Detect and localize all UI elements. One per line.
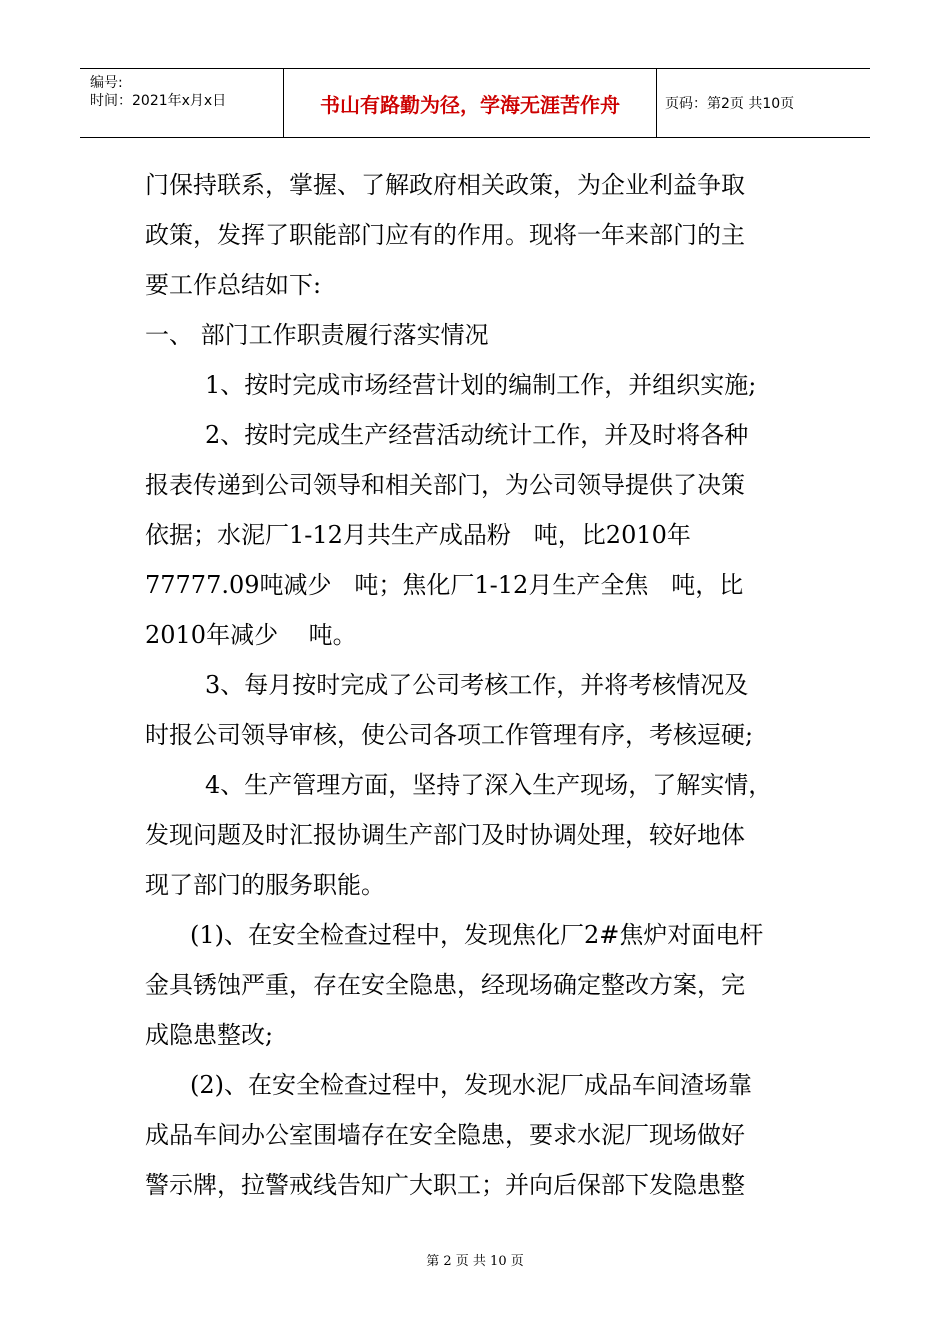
body-line: (1)、在安全检查过程中，发现焦化厂2#焦炉对面电杆 (190, 921, 764, 949)
body-line: 成品车间办公室围墙存在安全隐患，要求水泥厂现场做好 (145, 1121, 745, 1149)
body-line: 警示牌，拉警戒线告知广大职工；并向后保部下发隐患整 (145, 1171, 745, 1199)
page-footer: 第 2 页 共 10 页 (426, 1254, 524, 1269)
body-line: 77777.09吨减少 吨；焦化厂1-12月生产全焦 吨，比 (145, 571, 744, 599)
body-line: 4、生产管理方面，坚持了深入生产现场，了解实情， (205, 771, 773, 799)
body-line: 2、按时完成生产经营活动统计工作，并及时将各种 (205, 421, 749, 449)
document-number-label: 编号: (90, 75, 123, 91)
header-page-number: 页码：第2页 共10页 (665, 96, 795, 112)
body-line: 要工作总结如下: (145, 271, 322, 299)
body-line: 2010年减少 吨。 (145, 621, 357, 649)
document-header (80, 68, 870, 138)
body-line: 时报公司领导审核，使公司各项工作管理有序，考核逗硬; (145, 721, 754, 749)
body-line: (2)、在安全检查过程中，发现水泥厂成品车间渣场靠 (190, 1071, 752, 1099)
body-line: 金具锈蚀严重，存在安全隐患，经现场确定整改方案，完 (145, 971, 745, 999)
header-motto: 书山有路勤为径，学海无涯苦作舟 (284, 69, 657, 137)
body-line: 成隐患整改; (145, 1021, 274, 1049)
body-line: 发现问题及时汇报协调生产部门及时协调处理，较好地体 (145, 821, 745, 849)
body-line: 报表传递到公司领导和相关部门，为公司领导提供了决策 (145, 471, 745, 499)
body-line: 依据；水泥厂1-12月共生产成品粉 吨，比2010年 (145, 521, 691, 549)
document-time-label: 时间：2021年x月x日 (90, 93, 227, 109)
body-line: 3、每月按时完成了公司考核工作，并将考核情况及 (205, 671, 749, 699)
body-line: 政策，发挥了职能部门应有的作用。现将一年来部门的主 (145, 221, 745, 249)
header-meta (80, 69, 284, 137)
body-line: 1、按时完成市场经营计划的编制工作，并组织实施; (205, 371, 757, 399)
section-heading: 一、 部门工作职责履行落实情况 (145, 321, 489, 349)
body-line: 门保持联系，掌握、了解政府相关政策，为企业利益争取 (145, 171, 745, 199)
body-line: 现了部门的服务职能。 (145, 871, 385, 899)
